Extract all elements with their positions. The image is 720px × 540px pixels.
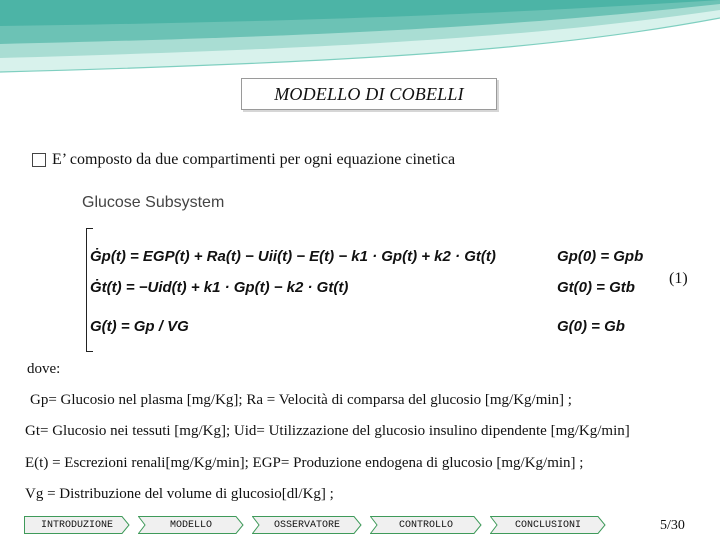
page-title: MODELLO DI COBELLI bbox=[274, 83, 464, 104]
header-wave-decoration bbox=[0, 0, 720, 80]
nav-osservatore-label: OSSERVATORE bbox=[273, 519, 340, 531]
definition-line-4: Vg = Distribuzione del volume di glucosio[dl/Kg] ; bbox=[25, 486, 334, 502]
definition-line-3: E(t) = Escrezioni renali[mg/Kg/min]; EGP= Produzione endogena di glucosio [mg/Kg/min] ; bbox=[25, 455, 584, 471]
nav-controllo[interactable] bbox=[370, 516, 482, 534]
equation-g: G(t) = Gp / VG bbox=[90, 318, 189, 335]
initial-condition-gt: Gt(0) = Gtb bbox=[557, 279, 635, 296]
nav-conclusioni-label: CONCLUSIONI bbox=[514, 519, 581, 531]
nav-controllo-label: CONTROLLO bbox=[398, 519, 453, 531]
equation-gp: Ġp(t) = EGP(t) + Ra(t) − Uii(t) − E(t) − k1 · Gp(t) + k2 · Gt(t) bbox=[90, 248, 496, 265]
definition-line-2: Gt= Glucosio nei tessuti [mg/Kg]; Uid= Utilizzazione del glucosio insulino dipendente [mg/Kg/min] bbox=[25, 423, 630, 439]
page-number: 5/30 bbox=[660, 518, 685, 533]
nav-modello-label: MODELLO bbox=[169, 519, 212, 531]
definitions-intro: dove: bbox=[27, 361, 61, 377]
initial-condition-gp: Gp(0) = Gpb bbox=[557, 248, 644, 265]
square-bullet-icon bbox=[32, 153, 46, 167]
equation-gt: Ġt(t) = −Uid(t) + k1 · Gp(t) − k2 · Gt(t) bbox=[90, 279, 349, 296]
title-box bbox=[241, 78, 497, 110]
equation-number: (1) bbox=[669, 270, 688, 287]
nav-modello[interactable] bbox=[138, 516, 244, 534]
subsystem-label: Glucose Subsystem bbox=[82, 194, 225, 211]
initial-condition-g: G(0) = Gb bbox=[557, 318, 625, 335]
nav-osservatore[interactable] bbox=[252, 516, 362, 534]
bullet-text: E’ composto da due compartimenti per ogni equazione cinetica bbox=[52, 151, 456, 168]
nav-conclusioni[interactable] bbox=[490, 516, 606, 534]
definition-line-1: Gp= Glucosio nel plasma [mg/Kg]; Ra = Velocità di comparsa del glucosio [mg/Kg/min] ; bbox=[30, 392, 572, 408]
nav-introduzione-label: INTRODUZIONE bbox=[40, 519, 113, 531]
nav-introduzione[interactable] bbox=[24, 516, 130, 534]
bullet-line bbox=[32, 151, 455, 169]
